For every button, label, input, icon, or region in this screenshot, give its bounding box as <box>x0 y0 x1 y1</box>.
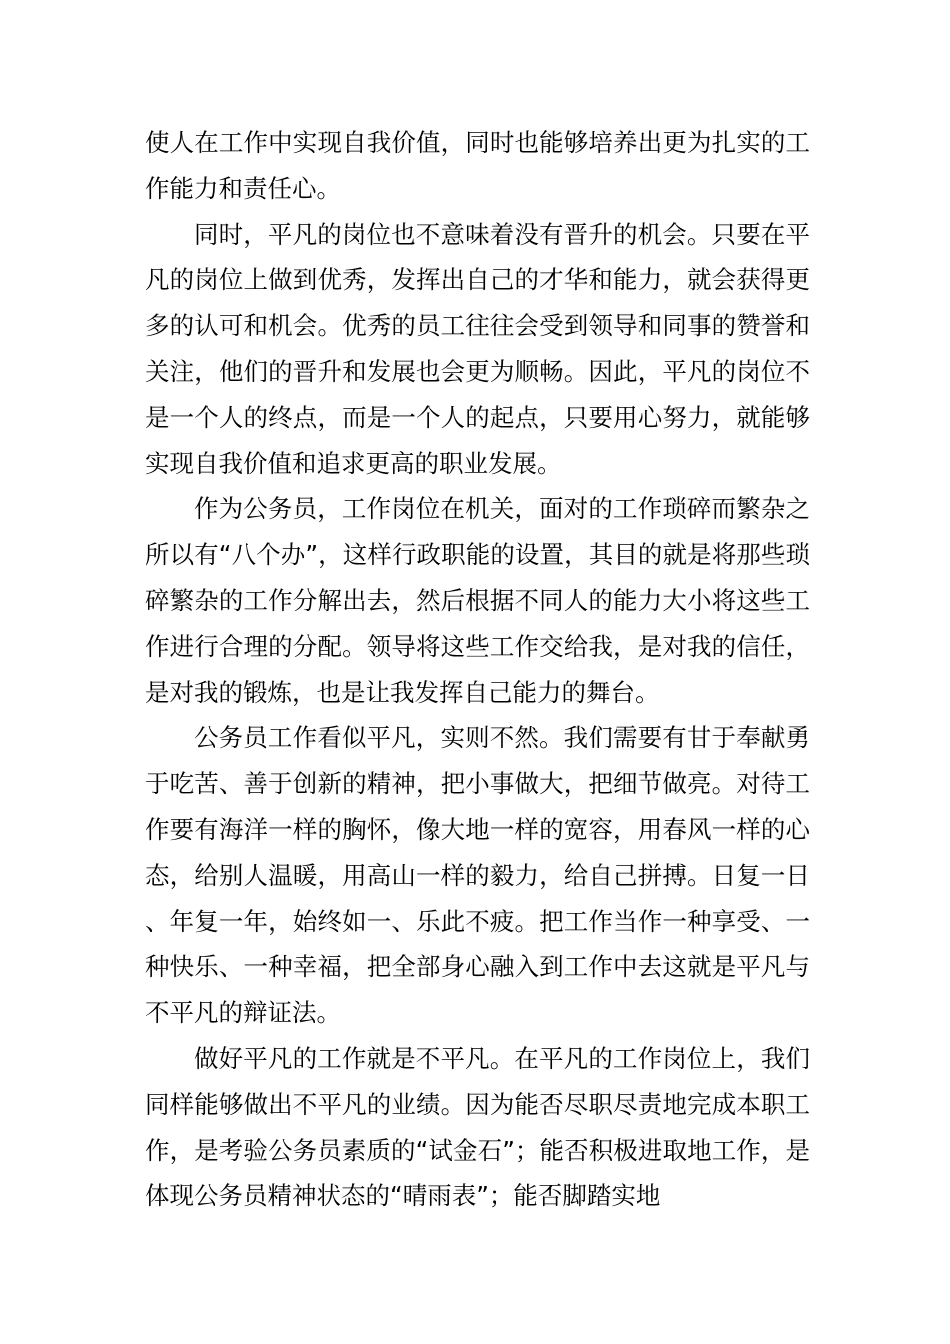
paragraph-ordinary-work: 公务员工作看似平凡，实则不然。我们需要有甘于奉献勇于吃苦、善于创新的精神，把小事做大，把细节做亮。对待工作要有海洋一样的胸怀，像大地一样的宽容，用春风一样的心态，给别人温暖，用高山一样的毅力，给自己拼搏。日复一日、年复一年，始终如一、乐此不疲。把工作当作一种享受、一种快乐、一种幸福，把全部身心融入到工作中去这就是平凡与不平凡的辩证法。 <box>145 723 810 1028</box>
paragraph-continued: 使人在工作中实现自我价值，同时也能够培养出更为扎实的工作能力和责任心。 <box>145 128 810 203</box>
body-text <box>145 120 810 1219</box>
paragraph-extraordinary: 做好平凡的工作就是不平凡。在平凡的工作岗位上，我们同样能够做出不平凡的业绩。因为能否尽职尽责地完成本职工作，是考验公务员素质的“试金石”；能否积极进取地工作，是体现公务员精神状态的“晴雨表”；能否脚踏实地 <box>145 1043 810 1211</box>
paragraph-civil-servant-role: 作为公务员，工作岗位在机关，面对的工作琐碎而繁杂之所以有“八个办”，这样行政职能的设置，其目的就是将那些琐碎繁杂的工作分解出去，然后根据不同人的能力大小将这些工作进行合理的分配。领导将这些工作交给我，是对我的信任，是对我的锻炼，也是让我发挥自己能力的舞台。 <box>145 494 810 707</box>
paragraph-promotion: 同时，平凡的岗位也不意味着没有晋升的机会。只要在平凡的岗位上做到优秀，发挥出自己的才华和能力，就会获得更多的认可和机会。优秀的员工往往会受到领导和同事的赞誉和关注，他们的晋升和发展也会更为顺畅。因此，平凡的岗位不是一个人的终点，而是一个人的起点，只要用心努力，就能够实现自我价值和追求更高的职业发展。 <box>145 219 810 478</box>
